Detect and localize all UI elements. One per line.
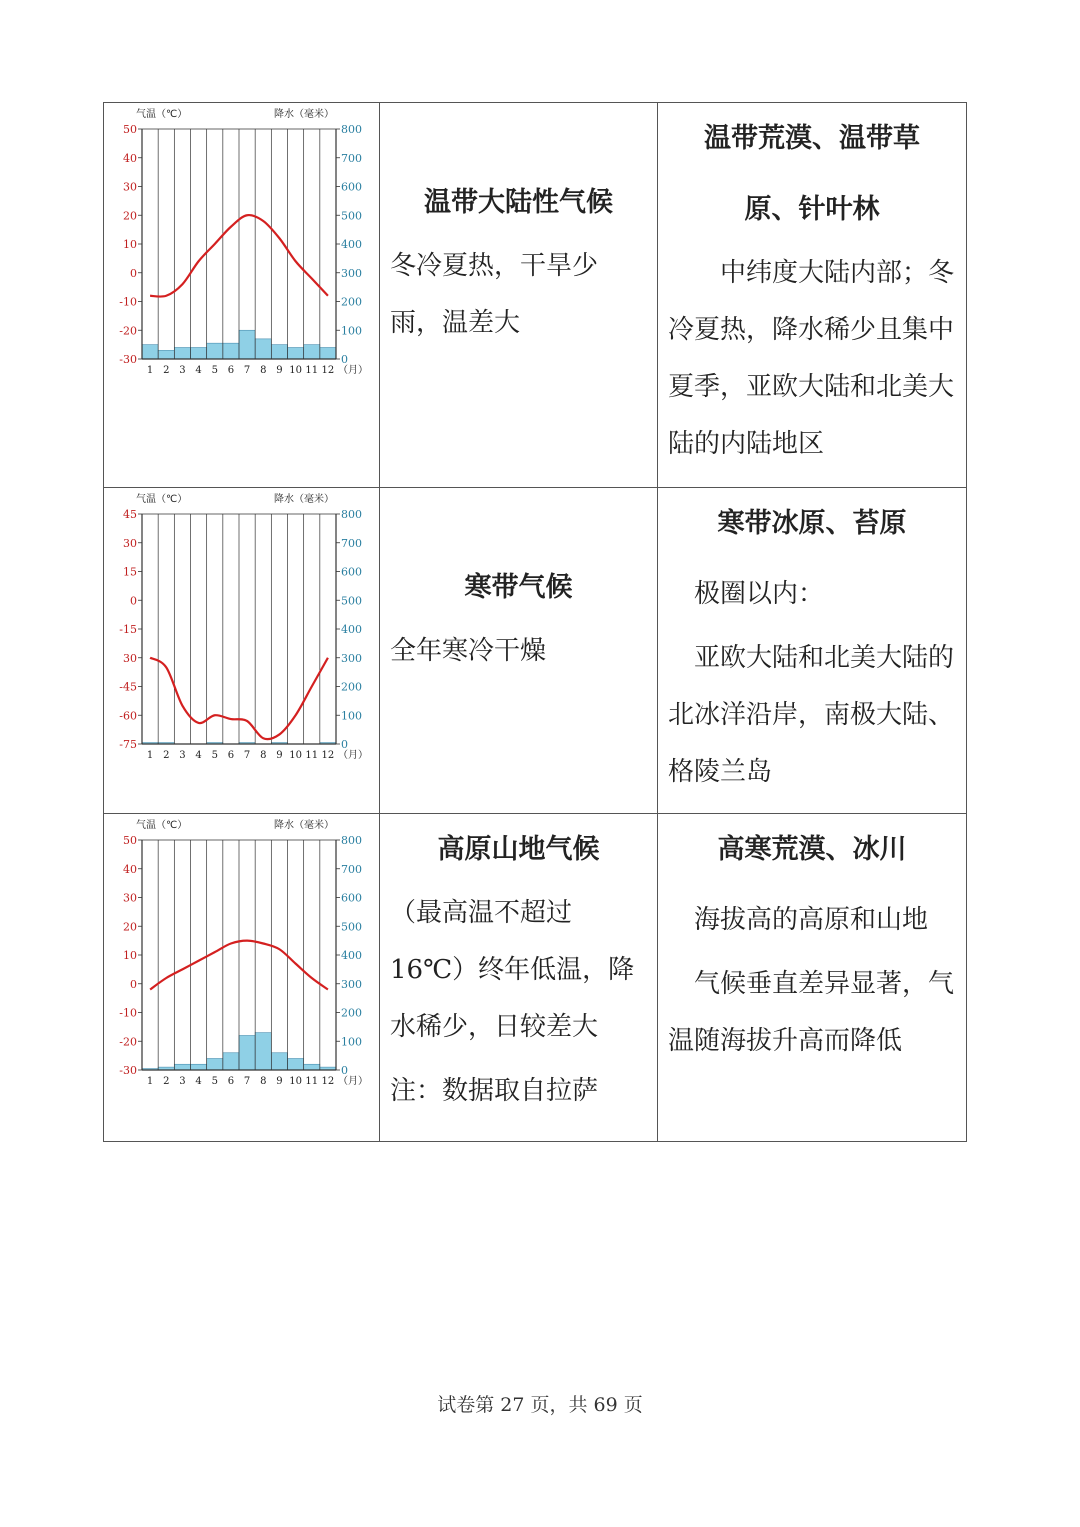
climate-features: 全年寒冷干燥 [390,636,547,666]
temperature-tick-label: 50 [123,834,137,847]
temperature-axis-label: 气温（℃） [136,494,188,505]
climate-features: （最高温不超过16℃）终年低温，降水稀少，日较差大 [390,898,635,1042]
month-tick-label: 5 [211,750,218,761]
climograph-highland [114,814,369,1094]
vegetation-name: 高寒荒漠、冰川 [717,834,907,865]
temperature-tick-label: 20 [123,209,137,223]
temperature-tick-label: 10 [123,949,137,962]
precipitation-bar [288,1059,304,1071]
temperature-tick-label: 45 [123,508,137,521]
month-axis-label: （月） [338,750,368,761]
month-tick-label: 4 [195,750,202,761]
precipitation-bar [255,339,271,359]
precipitation-bar [239,1036,255,1071]
temperature-tick-label: 15 [123,565,137,579]
month-tick-label: 3 [179,1076,186,1087]
month-tick-label: 7 [243,750,251,761]
precipitation-bar [191,348,207,360]
month-tick-label: 5 [211,1076,218,1087]
precipitation-tick-label: 500 [341,594,362,608]
precipitation-tick-label: 0 [341,1064,348,1077]
month-tick-label: 2 [163,365,170,376]
precipitation-tick-label: 800 [341,508,362,521]
precipitation-bar [142,345,158,359]
precipitation-bar [271,1053,287,1070]
month-tick-label: 1 [146,1076,154,1087]
month-tick-label: 2 [163,750,170,761]
distribution-text: 海拔高的高原和山地 [694,905,929,935]
temperature-tick-label: 0 [130,977,137,991]
climate-table [103,102,967,1142]
month-tick-label: 11 [305,365,319,376]
precipitation-bar [255,1033,271,1070]
precipitation-bar [288,348,304,360]
month-axis-label: （月） [338,365,368,376]
month-tick-label: 6 [227,1076,235,1087]
precipitation-bar [158,350,174,359]
temperature-tick-label: -45 [119,680,137,694]
climate-note: 注：数据取自拉萨 [390,1076,599,1106]
precipitation-tick-label: 700 [341,862,362,876]
temperature-tick-label: -15 [119,623,137,636]
table-row [104,103,967,488]
vegetation-cell [658,814,967,1142]
month-tick-label: 9 [276,1076,283,1087]
climograph-polar [114,488,369,768]
distribution-text: 中纬度大陆内部；冬冷夏热，降水稀少且集中夏季，亚欧大陆和北美大陆的内陆地区 [668,258,955,459]
temperature-tick-label: -10 [119,1006,137,1020]
temperature-tick-label: 0 [130,266,137,280]
temperature-tick-label: 30 [123,891,137,905]
month-tick-label: 7 [243,1076,251,1087]
month-axis-label: （月） [338,1076,368,1087]
month-tick-label: 4 [195,365,202,376]
climate-name: 寒带气候 [464,572,573,603]
table-row [104,488,967,814]
month-tick-label: 6 [227,750,235,761]
precipitation-bar [207,343,223,359]
month-tick-label: 7 [243,365,251,376]
precipitation-tick-label: 200 [341,295,362,309]
month-tick-label: 8 [260,365,267,376]
precipitation-axis-label: 降水（毫米） [274,820,334,831]
month-tick-label: 12 [321,365,335,376]
month-tick-label: 6 [227,365,235,376]
temperature-tick-label: 10 [123,238,137,251]
precipitation-tick-label: 800 [341,123,362,136]
precipitation-tick-label: 100 [341,324,362,338]
temperature-tick-label: -30 [119,1064,137,1077]
distribution-text: 气候垂直差异显著，气温随海拔升高而降低 [668,969,955,1056]
month-tick-label: 12 [321,750,335,761]
temperature-tick-label: 30 [123,180,137,194]
precipitation-tick-label: 100 [341,1035,362,1049]
vegetation-name: 温带荒漠、温带草原、针叶林 [704,123,920,225]
table-row [104,814,967,1142]
temperature-tick-label: 30 [123,536,137,550]
precipitation-tick-label: 700 [341,151,362,165]
vegetation-cell [658,103,967,488]
precipitation-bar [174,1064,190,1070]
vegetation-name: 寒带冰原、苔原 [717,508,907,539]
precipitation-bar [191,1064,207,1070]
precipitation-bar [174,348,190,360]
climate-name: 高原山地气候 [437,834,600,865]
month-tick-label: 3 [179,750,186,761]
precipitation-bar [304,1064,320,1070]
climate-features: 冬冷夏热，干旱少雨，温差大 [390,251,599,338]
precipitation-tick-label: 600 [341,565,362,579]
precipitation-tick-label: 300 [341,266,362,280]
temperature-axis-label: 气温（℃） [136,820,188,831]
precipitation-tick-label: 500 [341,920,362,934]
month-tick-label: 5 [211,365,218,376]
vegetation-cell [658,488,967,814]
temperature-tick-label: -75 [119,738,137,751]
temperature-tick-label: -20 [119,1035,137,1049]
month-tick-label: 10 [289,365,302,376]
precipitation-tick-label: 200 [341,680,362,694]
temperature-tick-label: -30 [119,353,137,366]
precipitation-tick-label: 600 [341,180,362,194]
temperature-tick-label: 30 [123,651,137,665]
precipitation-axis-label: 降水（毫米） [274,494,334,505]
temperature-tick-label: 0 [130,594,137,608]
precipitation-tick-label: 400 [341,949,362,962]
precipitation-bar [320,348,336,360]
temperature-tick-label: 40 [123,862,137,876]
month-tick-label: 1 [146,750,154,761]
temperature-tick-label: 40 [123,151,137,165]
temperature-tick-label: 20 [123,920,137,934]
temperature-tick-label: 50 [123,123,137,136]
precipitation-tick-label: 200 [341,1006,362,1020]
month-tick-label: 9 [276,750,283,761]
temperature-axis-label: 气温（℃） [136,109,188,120]
precipitation-tick-label: 0 [341,738,348,751]
precipitation-tick-label: 400 [341,623,362,636]
precipitation-bar [207,1059,223,1071]
climate-cell [380,488,658,814]
page-footer: 试卷第 27 页，共 69 页 [437,1394,643,1416]
precipitation-bar [223,343,239,359]
precipitation-bar [271,345,287,359]
precipitation-bar [239,330,255,359]
month-tick-label: 9 [276,365,283,376]
climate-cell [380,814,658,1142]
month-tick-label: 11 [305,750,319,761]
month-tick-label: 10 [289,1076,302,1087]
precipitation-tick-label: 300 [341,651,362,665]
precipitation-tick-label: 300 [341,977,362,991]
month-tick-label: 11 [305,1076,319,1087]
month-tick-label: 10 [289,750,302,761]
climate-name: 温带大陆性气候 [424,187,613,218]
precipitation-bar [304,345,320,359]
distribution-text: 亚欧大陆和北美大陆的北冰洋沿岸，南极大陆、格陵兰岛 [668,643,955,787]
month-tick-label: 3 [179,365,186,376]
month-tick-label: 1 [146,365,154,376]
month-tick-label: 4 [195,1076,202,1087]
temperature-tick-label: -10 [119,295,137,309]
climograph-temperate-continental [114,103,369,383]
distribution-text: 极圈以内： [694,579,825,609]
precipitation-bar [223,1053,239,1070]
precipitation-tick-label: 0 [341,353,348,366]
climate-cell [380,103,658,488]
temperature-tick-label: -60 [119,709,137,723]
month-tick-label: 8 [260,750,267,761]
precipitation-tick-label: 700 [341,536,362,550]
precipitation-tick-label: 600 [341,891,362,905]
month-tick-label: 12 [321,1076,335,1087]
chart-cell [104,814,380,1142]
chart-cell [104,103,380,488]
precipitation-axis-label: 降水（毫米） [274,109,334,120]
precipitation-tick-label: 800 [341,834,362,847]
precipitation-tick-label: 100 [341,709,362,723]
chart-cell [104,488,380,814]
month-tick-label: 8 [260,1076,267,1087]
temperature-tick-label: -20 [119,324,137,338]
precipitation-tick-label: 500 [341,209,362,223]
month-tick-label: 2 [163,1076,170,1087]
precipitation-tick-label: 400 [341,238,362,251]
